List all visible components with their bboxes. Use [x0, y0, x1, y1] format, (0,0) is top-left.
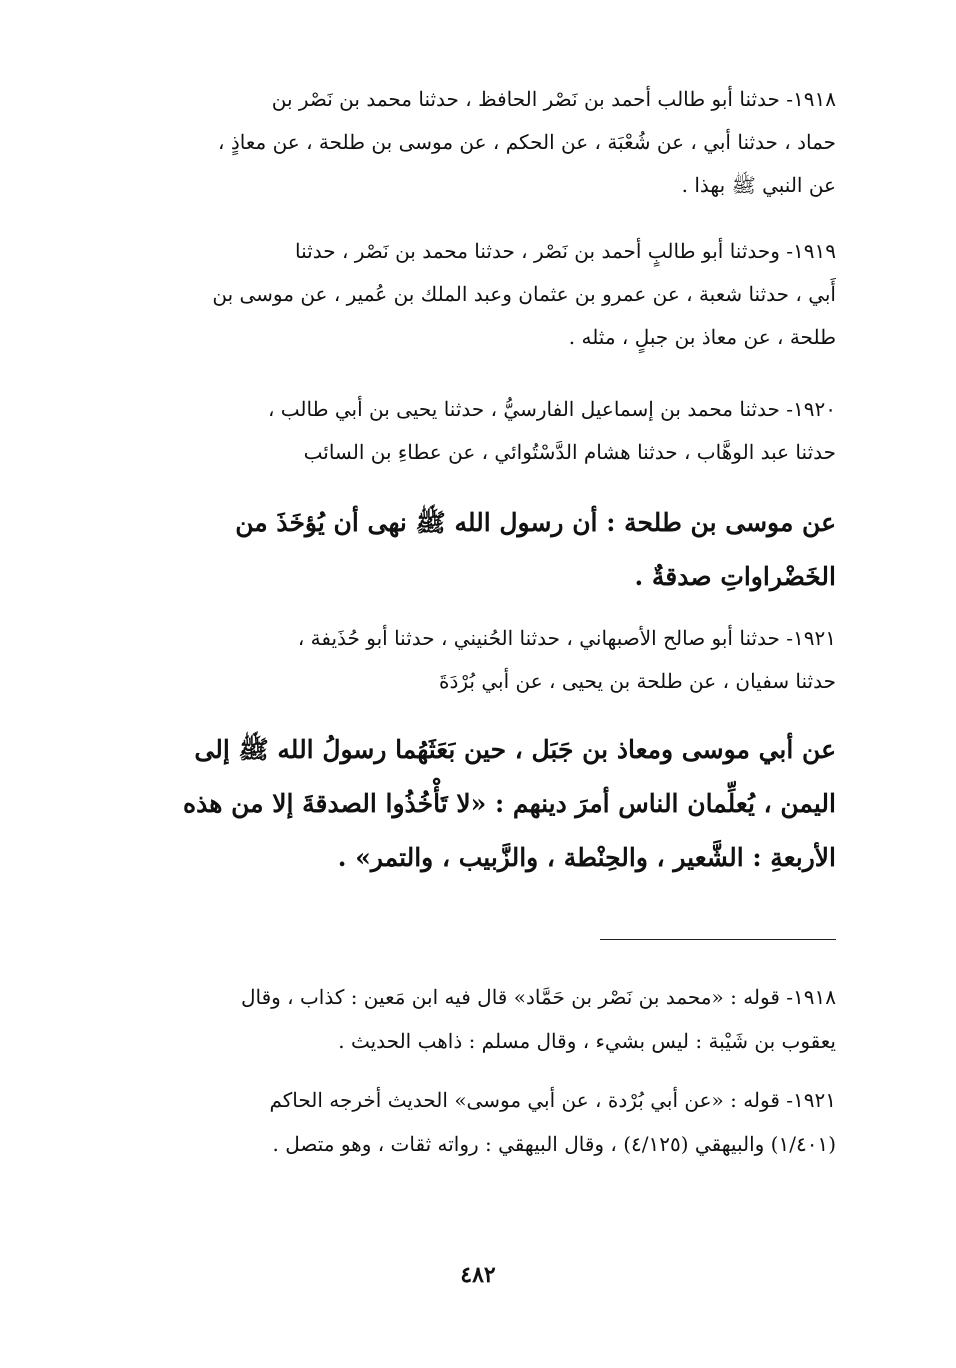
hadith-1920-isnad [120, 388, 836, 474]
footnote-1921 [120, 1078, 836, 1166]
hadith-1921-isnad-line-1: ١٩٢١- حدثنا أبو صالح الأصبهاني ، حدثنا الحُنيني ، حدثنا أبو حُذَيفة ، [297, 626, 836, 650]
footnote-separator [600, 939, 836, 940]
hadith-1919 [120, 230, 836, 359]
hadith-1918-line-2: حماد ، حدثنا أبي ، عن شُعْبَة ، عن الحكم ، عن موسى بن طلحة ، عن معاذٍ ، [218, 130, 836, 154]
hadith-1918 [120, 78, 836, 207]
footnote-1918-line-2: يعقوب بن شَيْبة : ليس بشيء ، وقال مسلم : ذاهب الحديث . [338, 1029, 836, 1053]
hadith-1920-isnad-line-1: ١٩٢٠- حدثنا محمد بن إسماعيل الفارسيُّ ، حدثنا يحيى بن أبي طالب ، [267, 397, 836, 421]
hadith-1918-line-1: ١٩١٨- حدثنا أبو طالب أحمد بن نَصْر الحافظ ، حدثنا محمد بن نَصْر بن [271, 87, 836, 111]
hadith-1918-line-3: عن النبي ﷺ بهذا . [681, 173, 836, 197]
hadith-1920-matn-line-2: الخَضْراواتِ صدقةٌ . [634, 562, 836, 591]
hadith-1921-matn-line-3: الأربعةِ : الشَّعير ، والحِنْطة ، والزَّبيب ، والتمر» . [337, 843, 836, 872]
hadith-1920-matn [120, 496, 836, 604]
hadith-1919-line-1: ١٩١٩- وحدثنا أبو طالبٍ أحمد بن نَصْر ، حدثنا محمد بن نَصْر ، حدثنا [295, 239, 836, 263]
footnote-1921-line-2: (١/٤٠١) والبيهقي (٤/١٢٥) ، وقال البيهقي : رواته ثقات ، وهو متصل . [272, 1132, 836, 1156]
hadith-1921-matn [120, 723, 836, 885]
hadith-1920-isnad-line-2: حدثنا عبد الوهَّاب ، حدثنا هشام الدَّسْتُوائي ، عن عطاءِ بن السائب [303, 440, 836, 464]
hadith-1921-matn-line-1: عن أبي موسى ومعاذ بن جَبَل ، حين بَعَثَهُما رسولُ الله ﷺ إلى [194, 735, 836, 764]
page-number: ٤٨٢ [460, 1262, 496, 1288]
footnote-1918 [120, 975, 836, 1063]
hadith-1921-matn-line-2: اليمن ، يُعلِّمان الناس أمرَ دينهم : «لا تَأْخُذُوا الصدقةَ إلا من هذه [182, 789, 836, 818]
hadith-1919-line-3: طلحة ، عن معاذ بن جبلٍ ، مثله . [568, 325, 836, 349]
hadith-1919-line-2: أَبي ، حدثنا شعبة ، عن عمرو بن عثمان وعبد الملك بن عُمير ، عن موسى بن [212, 282, 836, 306]
footnote-1921-line-1: ١٩٢١- قوله : «عن أبي بُرْدة ، عن أبي موسى» الحديث أخرجه الحاكم [269, 1088, 836, 1112]
hadith-1920-matn-line-1: عن موسى بن طلحة : أن رسول الله ﷺ نهى أن يُؤخَذَ من [235, 508, 836, 537]
hadith-1921-isnad [120, 617, 836, 703]
hadith-1921-isnad-line-2: حدثنا سفيان ، عن طلحة بن يحيى ، عن أبي بُرْدَةَ [439, 669, 836, 693]
footnote-1918-line-1: ١٩١٨- قوله : «محمد بن نَصْر بن حَمَّاد» قال فيه ابن مَعين : كذاب ، وقال [240, 985, 836, 1009]
